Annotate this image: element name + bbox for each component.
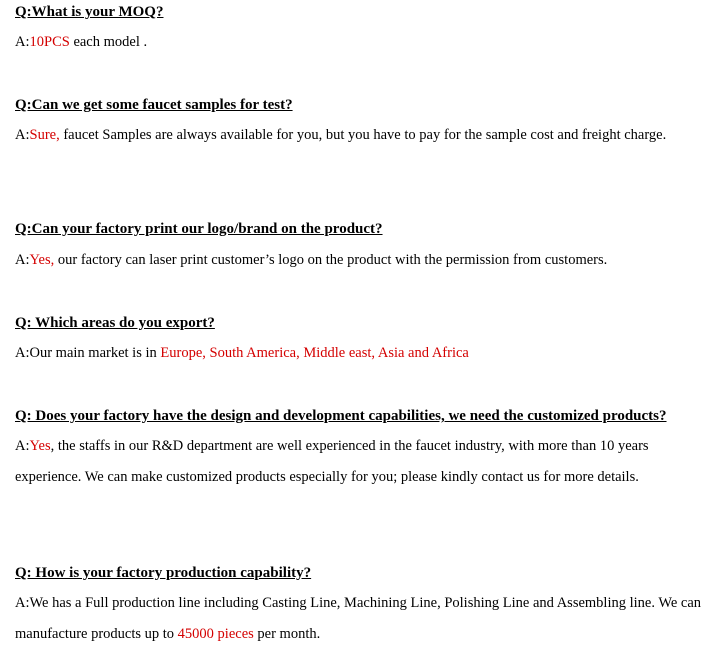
- faq-question-samples: Q:Can we get some faucet samples for test?: [15, 97, 293, 113]
- answer-prefix: A:We has a Full production line including Casting Line, Machining Line, Polishing Line and Assembling line. We can manufacture products up to: [15, 595, 702, 642]
- answer-highlight: 45000 pieces: [177, 626, 254, 642]
- faq-answer-design: [15, 431, 715, 493]
- faq-answer-export: [15, 338, 715, 369]
- answer-highlight: Yes,: [29, 252, 55, 268]
- answer-text: , the staffs in our R&D department are well experienced in the faucet industry, with more than 10 years experience. We can make customized products especially for you; please kindly contact us for more details.: [15, 438, 649, 485]
- faq-answer-samples: [15, 120, 715, 151]
- answer-text: per month.: [253, 626, 321, 642]
- faq-question-capability: Q: How is your factory production capability?: [15, 565, 312, 581]
- faq-answer-logo: [15, 245, 715, 276]
- faq-question-logo: Q:Can your factory print our logo/brand on the product?: [15, 221, 383, 237]
- answer-highlight: Sure,: [29, 127, 60, 143]
- answer-text: faucet Samples are always available for you, but you have to pay for the sample cost and freight charge.: [59, 127, 667, 143]
- faq-question-moq: Q:What is your MOQ?: [15, 4, 164, 20]
- answer-highlight: Yes: [29, 438, 51, 454]
- answer-prefix: A:: [15, 252, 30, 268]
- answer-highlight: 10PCS: [29, 34, 70, 50]
- answer-text: each model .: [69, 34, 148, 50]
- faq-question-export: Q: Which areas do you export?: [15, 315, 215, 331]
- faq-answer-moq: [15, 27, 715, 58]
- answer-prefix: A:: [15, 34, 30, 50]
- faq-question-design: Q: Does your factory have the design and development capabilities, we need the customized products?: [15, 408, 667, 424]
- answer-prefix: A:: [15, 438, 30, 454]
- answer-prefix: A:Our main market is in: [15, 345, 161, 361]
- faq-answer-capability: [15, 588, 715, 650]
- answer-highlight: Europe, South America, Middle east, Asia and Africa: [160, 345, 469, 361]
- answer-prefix: A:: [15, 127, 30, 143]
- answer-text: our factory can laser print customer’s logo on the product with the permission from customers.: [54, 252, 608, 268]
